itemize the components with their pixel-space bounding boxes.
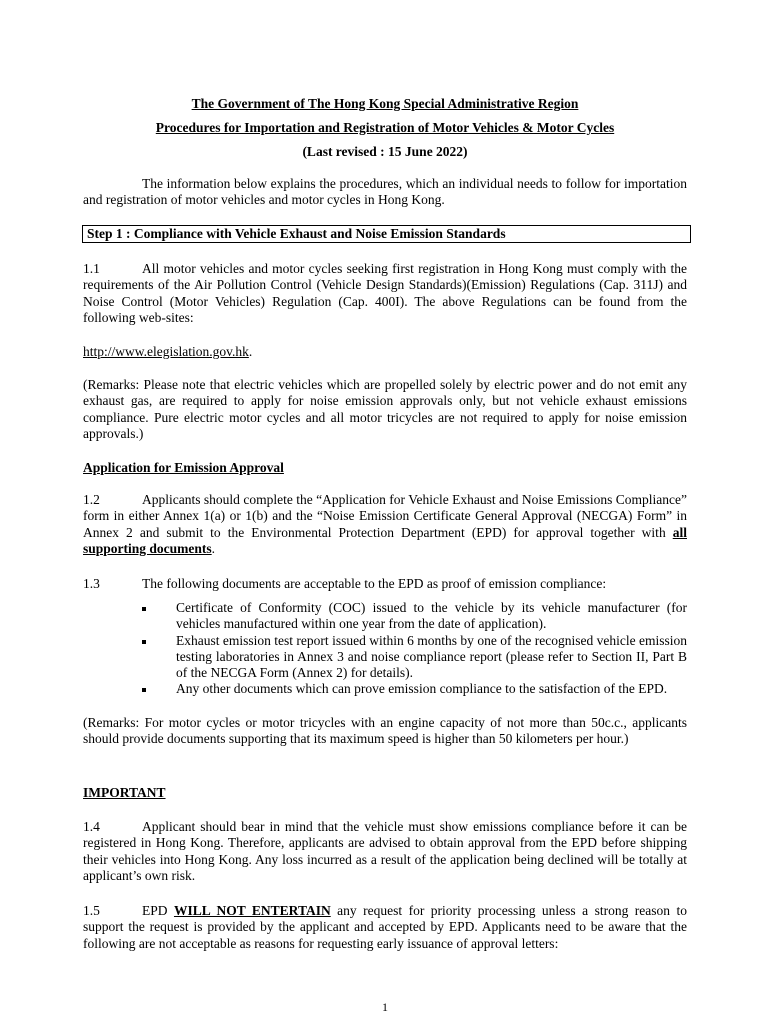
- list-item-text: Certificate of Conformity (COC) issued to the vehicle by its vehicle manufacturer (for vehicles manufactured within one year from the date of application).: [176, 600, 687, 632]
- supporting-documents-emphasis: all supporting documents: [83, 524, 687, 556]
- acceptable-documents-list: [140, 600, 687, 698]
- paragraph-text: The following documents are acceptable to the EPD as proof of emission compliance:: [142, 576, 607, 591]
- list-item-text: Exhaust emission test report issued within 6 months by one of the recognised vehicle emission testing laboratories in Annex 3 and noise compliance report (please refer to Section II, Part B of the NECGA Form (Annex 2) for details).: [176, 632, 687, 681]
- paragraph-text: All motor vehicles and motor cycles seeking first registration in Hong Kong must comply with the requirements of the Air Pollution Control (Vehicle Design Standards)(Emission) Regulations (Cap. 311J) and Noise Control (Motor Vehicles) Regulation (Cap. 400I). The above Regulations can be found from the following web-sites:: [83, 261, 687, 325]
- revision-date: (Last revised : 15 June 2022): [302, 144, 468, 159]
- bullet-icon: [142, 688, 146, 692]
- bullet-icon: [142, 640, 146, 644]
- document-title: Procedures for Importation and Registration of Motor Vehicles & Motor Cycles: [155, 120, 615, 135]
- bullet-icon: [142, 607, 146, 611]
- paragraph-1-4: [83, 819, 687, 884]
- important-heading: IMPORTANT: [83, 785, 166, 800]
- intro-paragraph: The information below explains the procedures, which an individual needs to follow for importation and registration of motor vehicles and motor cycles in Hong Kong.: [83, 176, 687, 208]
- paragraph-1-1: [83, 261, 687, 326]
- list-item: [140, 600, 687, 633]
- list-item: [140, 633, 687, 682]
- step-1-heading: Step 1 : Compliance with Vehicle Exhaust and Noise Emission Standards: [82, 225, 691, 243]
- paragraph-end: .: [211, 540, 216, 556]
- paragraph-1-3: [83, 576, 687, 592]
- paragraph-1-2: [83, 492, 687, 557]
- remarks-electric-vehicles: (Remarks: Please note that electric vehicles which are propelled solely by electric power and do not emit any exhaust gas, are required to apply for noise emission approvals only, but not vehicle exhaust emissions compliance. Pure electric motor cycles and all motor tricycles are not required to apply for noise emission approvals.): [83, 377, 687, 441]
- web-link-line: [83, 344, 687, 360]
- list-item: [140, 681, 687, 697]
- list-item-text: Any other documents which can prove emission compliance to the satisfaction of the EPD.: [176, 681, 668, 697]
- government-title: The Government of The Hong Kong Special Administrative Region: [191, 96, 579, 111]
- paragraph-lead: EPD: [142, 903, 174, 918]
- paragraph-number: 1.1: [83, 261, 100, 276]
- emission-approval-heading: Application for Emission Approval: [83, 460, 284, 475]
- paragraph-text: any request for priority processing unless a strong reason to support the request is provided by the applicant and accepted by EPD. Applicants need to be aware that the following are not acceptable as reasons for requesting early issuance of approval letters:: [83, 903, 687, 951]
- remarks-motor-cycles: (Remarks: For motor cycles or motor tricycles with an engine capacity of not more than 50c.c., applicants should provide documents supporting that its maximum speed is higher than 50 kilometers per hour.): [83, 715, 687, 747]
- paragraph-number: 1.2: [83, 492, 100, 507]
- paragraph-1-5: [83, 903, 687, 952]
- paragraph-number: 1.4: [83, 819, 100, 834]
- paragraph-text: Applicant should bear in mind that the vehicle must show emissions compliance before it can be registered in Hong Kong. Therefore, applicants are advised to obtain approval from the EPD before shipping their vehicles into Hong Kong. Any loss incurred as a result of the application being declined will be totally at applicant’s own risk.: [83, 819, 687, 883]
- paragraph-text: Applicants should complete the “Application for Vehicle Exhaust and Noise Emissions Compliance” form in either Annex 1(a) or 1(b) and the “Noise Emission Certificate General Approval (NECGA) Form” in Annex 2 and submit to the Environmental Protection Department (EPD) for approval together with: [83, 492, 687, 540]
- elegislation-link[interactable]: http://www.elegislation.gov.hk: [83, 344, 249, 359]
- paragraph-number: 1.5: [83, 903, 100, 918]
- page-number: 1: [382, 1000, 388, 1014]
- link-suffix: .: [248, 344, 253, 359]
- will-not-entertain-emphasis: WILL NOT ENTERTAIN: [173, 903, 331, 918]
- paragraph-number: 1.3: [83, 576, 100, 591]
